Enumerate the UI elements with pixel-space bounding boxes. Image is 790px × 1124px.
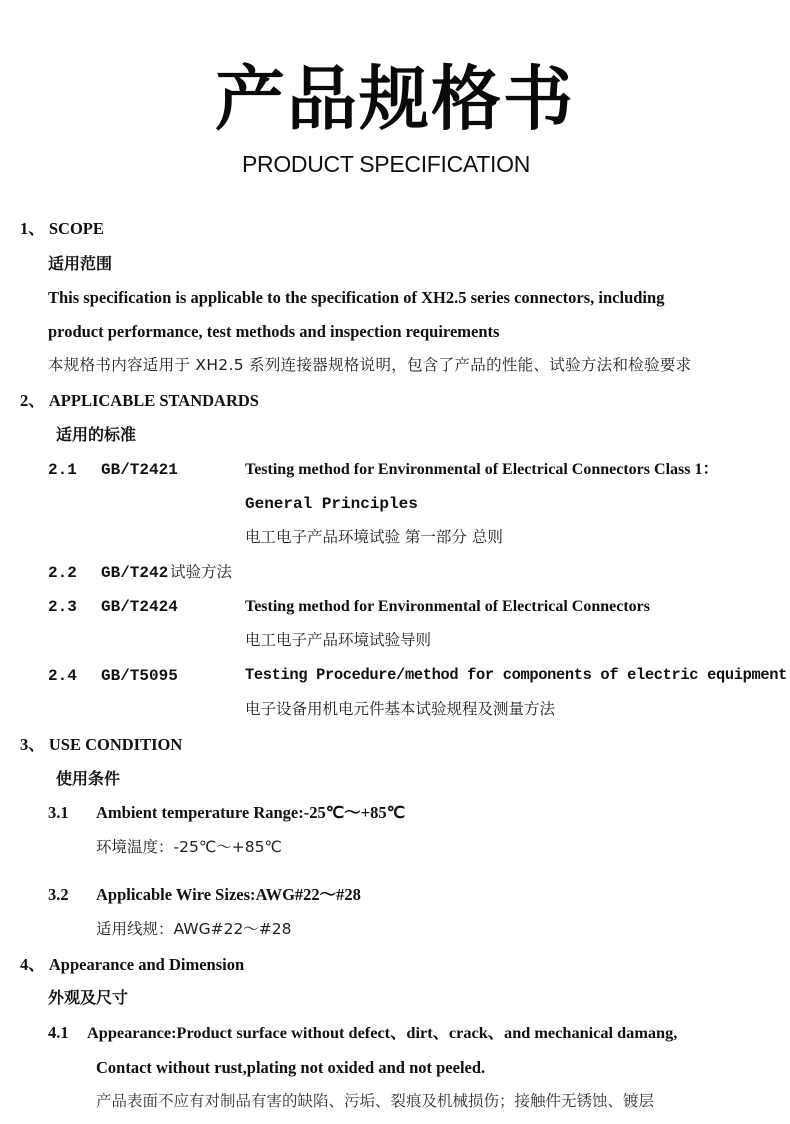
section-1-heading: 1、 SCOPE [20,219,104,238]
standard-2-1-description: Testing method for Environmental of Electrical Connectors Class 1： [245,461,719,478]
document-subtitle: PRODUCT SPECIFICATION [241,151,531,177]
section-1-text-en-line-2: product performance, test methods and inspection requirements [48,322,500,341]
standard-2-1-code: GB/T2421 [101,461,178,479]
dimension-4-1-text-line-2: Contact without rust,plating not oxided and not peeled. [96,1058,486,1077]
standard-2-4-code: GB/T5095 [101,667,178,685]
standard-2-1-description-cn: 电工电子产品环境试验 第一部分 总则 [245,528,503,546]
dimension-4-1-text-cn: 产品表面不应有对制品有害的缺陷、污垢、裂痕及机械损伤；接触件无锈蚀、镀层 [96,1092,655,1110]
section-4-heading: 4、 Appearance and Dimension [20,955,245,974]
condition-3-1-label-cn: 环境温度：-25℃～+85℃ [96,838,282,856]
dimension-4-1-text-line-1: Appearance:Product surface without defect、dirt、crack、and mechanical damang, [87,1023,678,1042]
standard-2-4-number: 2.4 [48,667,77,685]
standard-2-1-description-line-2: General Principles [245,495,418,513]
section-3-subheading: 使用条件 [56,769,121,788]
standard-2-3-description-cn: 电工电子产品环境试验导则 [245,631,432,649]
section-2-heading: 2、 APPLICABLE STANDARDS [20,391,259,410]
document-title: 产品规格书 [215,58,575,140]
condition-3-2-label-cn: 适用线规：AWG#22～#28 [96,920,292,938]
standard-2-2-description-cn: 试验方法 [170,563,233,581]
standard-2-2-code: GB/T242 [101,564,169,582]
standard-2-4-description-cn: 电子设备用机电元件基本试验规程及测量方法 [245,700,556,718]
standard-2-3-description: Testing method for Environmental of Electrical Connectors [245,598,651,615]
standard-2-3-code: GB/T2424 [101,598,178,616]
section-1-subheading: 适用范围 [48,254,113,273]
standard-2-3-number: 2.3 [48,598,77,616]
standard-2-4-description: Testing Procedure/method for components of electric equipment [245,666,788,684]
section-1-text-en-line-1: This specification is applicable to the specification of XH2.5 series connectors, including [48,288,665,307]
condition-3-2-label: Applicable Wire Sizes:AWG#22～#28 [96,885,361,904]
section-4-subheading: 外观及尺寸 [48,988,129,1007]
standard-2-1-number: 2.1 [48,461,77,479]
dimension-4-1-number: 4.1 [48,1023,69,1042]
standard-2-2-number: 2.2 [48,564,77,582]
condition-3-1-number: 3.1 [48,803,69,822]
section-1-text-cn: 本规格书内容适用于 XH2.5 系列连接器规格说明，包含了产品的性能、试验方法和检验要求 [48,356,692,374]
condition-3-2-number: 3.2 [48,885,69,904]
condition-3-1-label: Ambient temperature Range:-25℃～+85℃ [96,803,406,822]
section-2-subheading: 适用的标准 [56,425,137,444]
section-3-heading: 3、 USE CONDITION [20,735,183,754]
